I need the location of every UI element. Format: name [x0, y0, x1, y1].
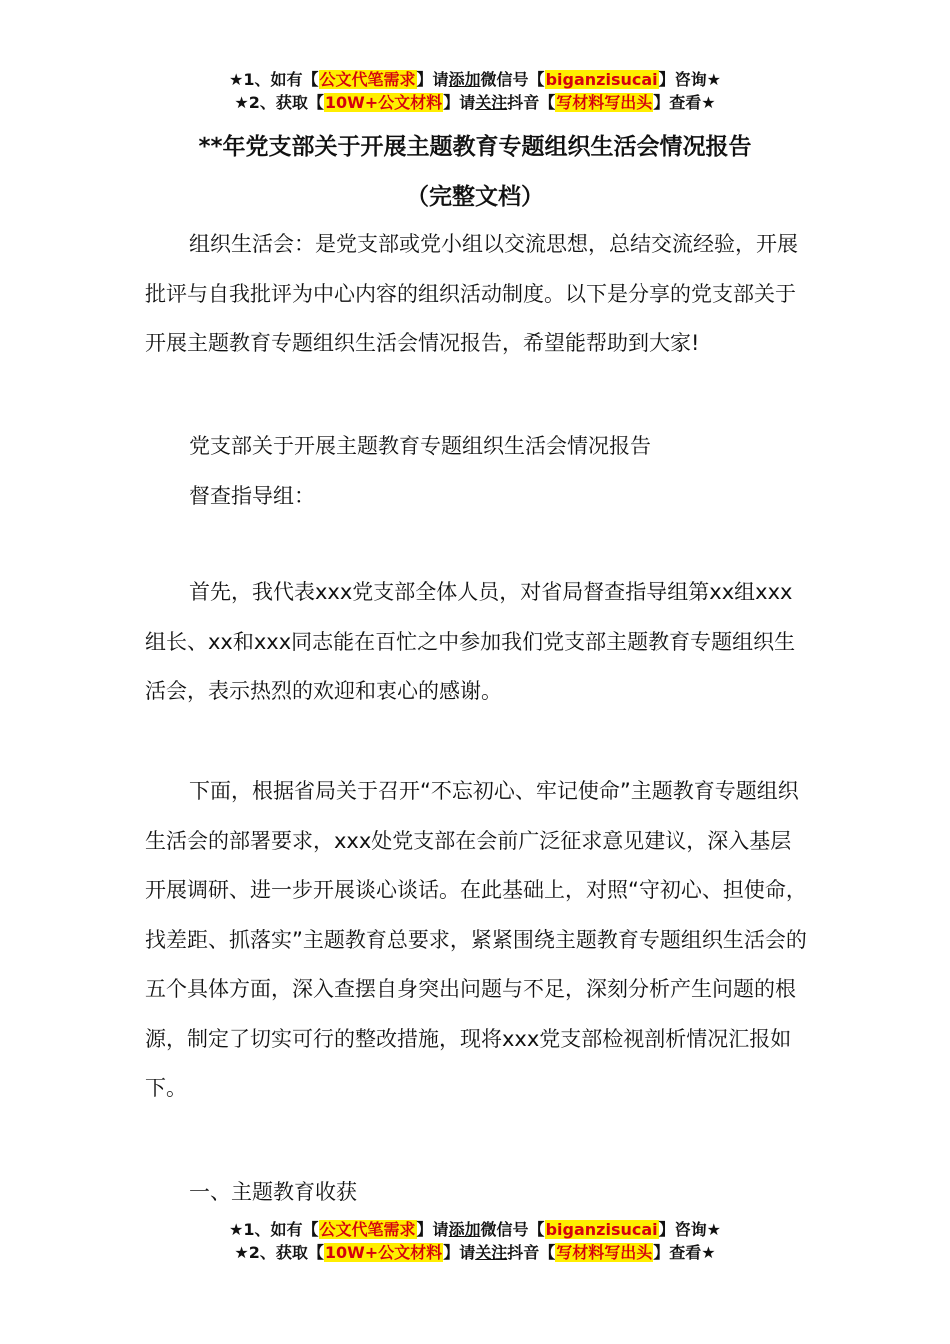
banner-line-2: ★2、获取【10W+公文材料】请关注抖音【写材料写出头】查看★ [234, 1243, 716, 1262]
salutation: 督查指导组： [189, 484, 315, 508]
highlight-materials: 10W+公文材料 [324, 1243, 443, 1262]
top-banner [0, 68, 950, 114]
highlight-wechat-id: biganzisucai [545, 70, 658, 89]
document-title: **年党支部关于开展主题教育专题组织生活会情况报告 [198, 134, 752, 160]
highlight-douyin-id: 写材料写出头 [556, 1243, 653, 1262]
bottom-banner [0, 1218, 950, 1264]
highlight-service: 公文代笔需求 [319, 1220, 416, 1239]
highlight-wechat-id: biganzisucai [545, 1220, 658, 1239]
report-subtitle: 党支部关于开展主题教育专题组织生活会情况报告 [189, 434, 651, 458]
highlight-douyin-id: 写材料写出头 [556, 93, 653, 112]
paragraph-background: 下面，根据省局关于召开“不忘初心、牢记使命”主题教育专题组织生活会的部署要求，xxx处党支部在会前广泛征求意见建议，深入基层开展调研、进一步开展谈心谈话。在此基础上，对照“守初心、担使命，找差距、抓落实”主题教育总要求，紧紧围绕主题教育专题组织生活会的五个具体方面，深入查摆自身突出问题与不足，深刻分析产生问题的根源，制定了切实可行的整改措施，现将xxx党支部检视剖析情况汇报如下。 [145, 779, 807, 1100]
banner-line-2: ★2、获取【10W+公文材料】请关注抖音【写材料写出头】查看★ [234, 93, 716, 112]
section-heading-1: 一、主题教育收获 [189, 1180, 357, 1204]
document-title-suffix: （完整文档） [406, 184, 544, 210]
paragraph-opening: 首先，我代表xxx党支部全体人员，对省局督查指导组第xx组xxx组长、xx和xxx同志能在百忙之中参加我们党支部主题教育专题组织生活会，表示热烈的欢迎和衷心的感谢。 [145, 580, 796, 703]
intro-paragraph: 组织生活会：是党支部或党小组以交流思想，总结交流经验，开展批评与自我批评为中心内容的组织活动制度。以下是分享的党支部关于开展主题教育专题组织生活会情况报告，希望能帮助到大家! [145, 232, 798, 355]
banner-line-1: ★1、如有【公文代笔需求】请添加微信号【biganzisucai】咨询★ [229, 1220, 721, 1239]
highlight-materials: 10W+公文材料 [324, 93, 443, 112]
highlight-service: 公文代笔需求 [319, 70, 416, 89]
banner-line-1: ★1、如有【公文代笔需求】请添加微信号【biganzisucai】咨询★ [229, 70, 721, 89]
